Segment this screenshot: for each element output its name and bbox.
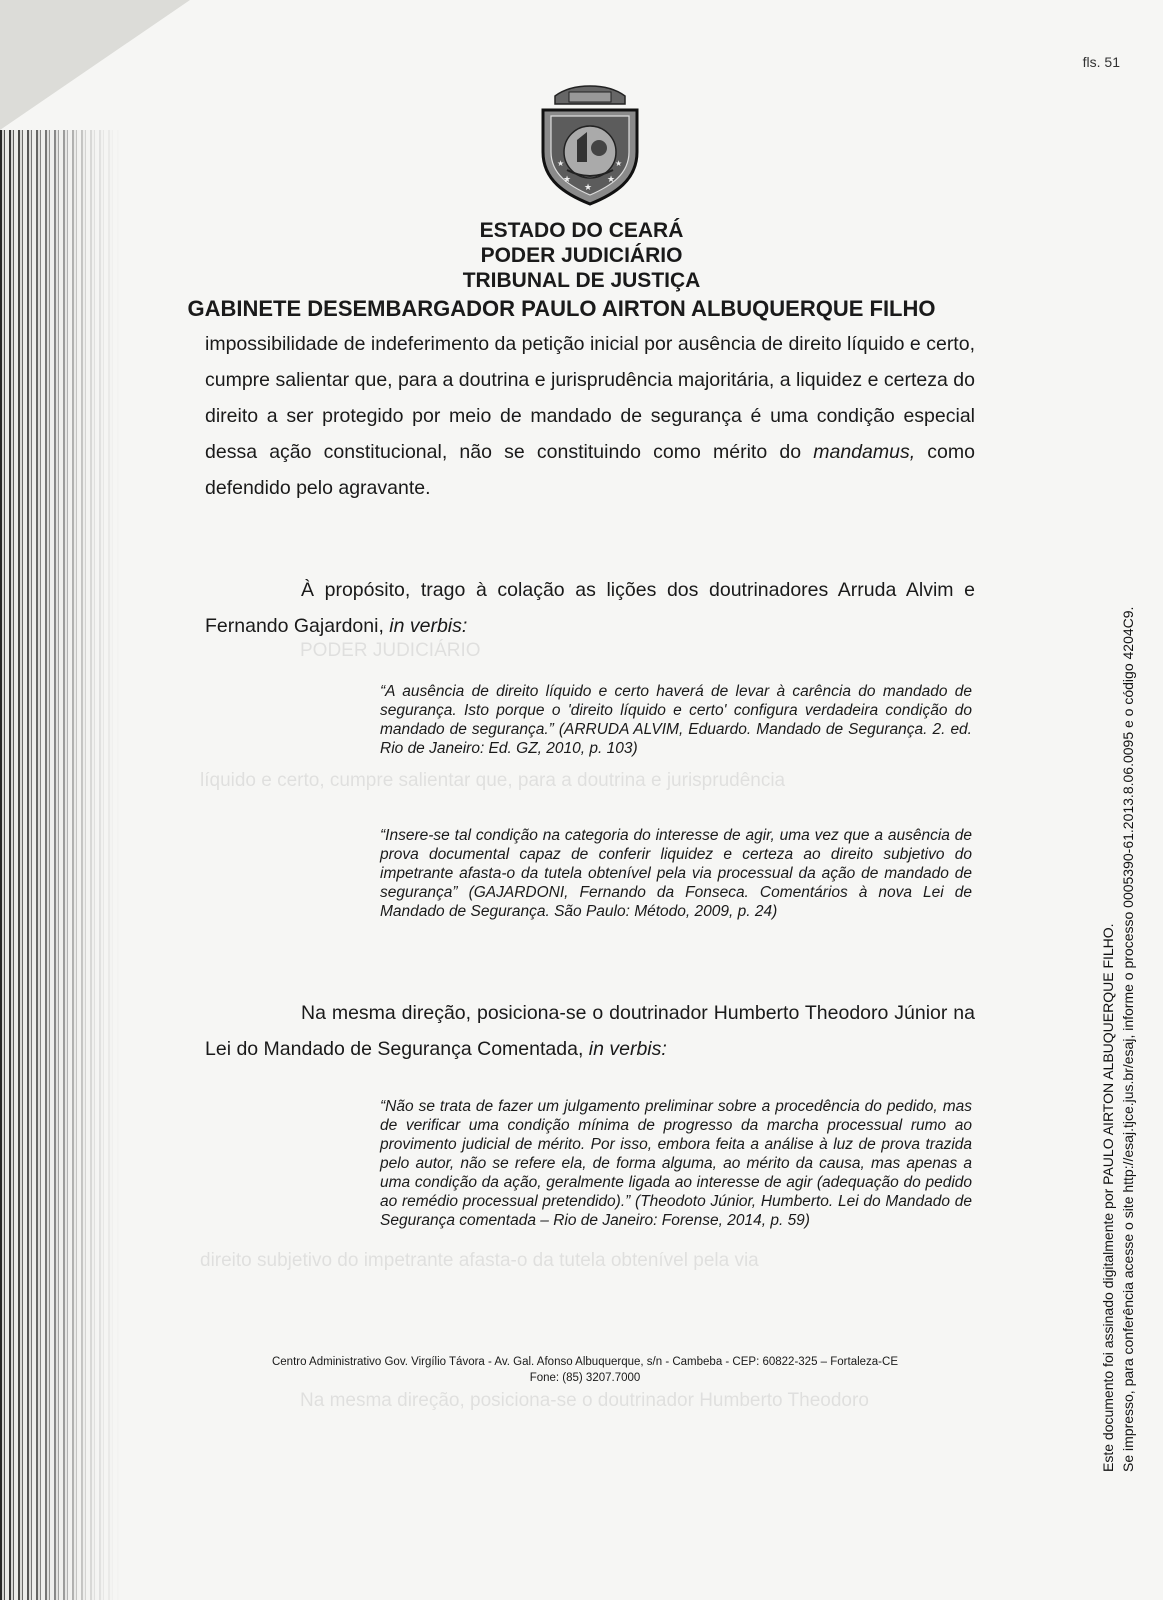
svg-text:★: ★ xyxy=(584,183,593,193)
signature-line-1: Este documento foi assinado digitalmente por PAULO AIRTON ALBUQUERQUE FILHO. xyxy=(1100,923,1116,1472)
footer-phone: Fone: (85) 3207.7000 xyxy=(529,1372,641,1384)
page-number: fls. 51 xyxy=(1082,54,1120,70)
citation-quote-2: “Insere-se tal condição na categoria do interesse de agir, uma vez que a ausência de prova documental capaz de conferir liquidez e certeza ao direito subjetivo do impetrante afasta-o da tutela obtenível pela via processual da ação de mandado de segurança” (GAJARDONI, Fernando da Fonseca. Comentários à nova Lei de Mandado de Segurança. São Paulo: Método, 2009, p. 24) xyxy=(380,827,972,920)
header-chambers: GABINETE DESEMBARGADOR PAULO AIRTON ALBUQUERQUE FILHO xyxy=(187,296,936,321)
paragraph-3: Na mesma direção, posiciona-se o doutrinador Humberto Theodoro Júnior na Lei do Mandado de Segurança Comentada, in verbis: xyxy=(205,1002,975,1060)
scan-edge-shadow xyxy=(0,130,120,1600)
header-judiciary: PODER JUDICIÁRIO xyxy=(480,244,683,267)
footer-address: Centro Administrativo Gov. Virgílio Távora - Av. Gal. Afonso Albuquerque, s/n - Cambeba - CEP: 60822-325 – Fortaleza-CE xyxy=(271,1356,898,1368)
paragraph-2: À propósito, trago à colação as lições dos doutrinadores Arruda Alvim e Fernando Gajardoni, in verbis: xyxy=(205,579,975,637)
citation-quote-3: “Não se trata de fazer um julgamento preliminar sobre a procedência do pedido, mas de verificar uma condição mínima de progresso da marcha processual rumo ao provimento judicial de mérito. Por isso, embora feita a análise à luz de prova trazida pelo autor, não se refere ela, de forma alguma, ao mérito da causa, mas apenas a uma condição da ação, geralmente ligada ao interesse de agir (adequação do pedido ao remédio processual pretendido).” (Theodoto Júnior, Humberto. Lei do Mandado de Segurança comentada – Rio de Janeiro: Forense, 2014, p. 59) xyxy=(380,1098,972,1229)
svg-text:★: ★ xyxy=(607,175,616,185)
page-fold-corner xyxy=(0,0,190,130)
footer-address-block xyxy=(180,1354,990,1386)
bleed-through-text: direito subjetivo do impetrante afasta-o da tutela obtenível pela via xyxy=(200,1250,759,1271)
paragraph-1: impossibilidade de indeferimento da petição inicial por ausência de direito líquido e certo, cumpre salientar que, para a doutrina e jurisprudência majoritária, a liquidez e certeza do direito a ser protegido por meio de mandado de segurança é uma condição especial dessa ação constitucional, não se constituindo como mérito do mandamus, como defendido pelo agravante. xyxy=(205,333,975,499)
bleed-through-text: PODER JUDICIÁRIO xyxy=(300,640,481,661)
bleed-through-text: líquido e certo, cumpre salientar que, para a doutrina e jurisprudência xyxy=(200,770,786,791)
citation-quote-1: “A ausência de direito líquido e certo haverá de levar à carência do mandado de segurança. Isto porque o 'direito líquido e certo' configura verdadeira condição do mandado de segurança.” (ARRUDA ALVIM, Eduardo. Mandado de Segurança. 2. ed. Rio de Janeiro: Ed. GZ, 2010, p. 103) xyxy=(380,683,972,757)
svg-text:★: ★ xyxy=(557,159,565,168)
state-coat-of-arms-icon xyxy=(535,82,645,208)
signature-line-2: Se impresso, para conferência acesse o site http://esaj.tjce.jus.br/esaj, informe o processo 0005390-61.2013.8.06.0095 e o código 4204C9. xyxy=(1120,606,1136,1472)
bleed-through-text: Na mesma direção, posiciona-se o doutrinador Humberto Theodoro xyxy=(300,1390,869,1411)
svg-text:★: ★ xyxy=(615,159,623,168)
header-court: TRIBUNAL DE JUSTIÇA xyxy=(462,269,701,292)
digital-signature-stamp xyxy=(1098,442,1138,1472)
header-state: ESTADO DO CEARÁ xyxy=(479,219,684,242)
svg-text:★: ★ xyxy=(563,175,572,185)
